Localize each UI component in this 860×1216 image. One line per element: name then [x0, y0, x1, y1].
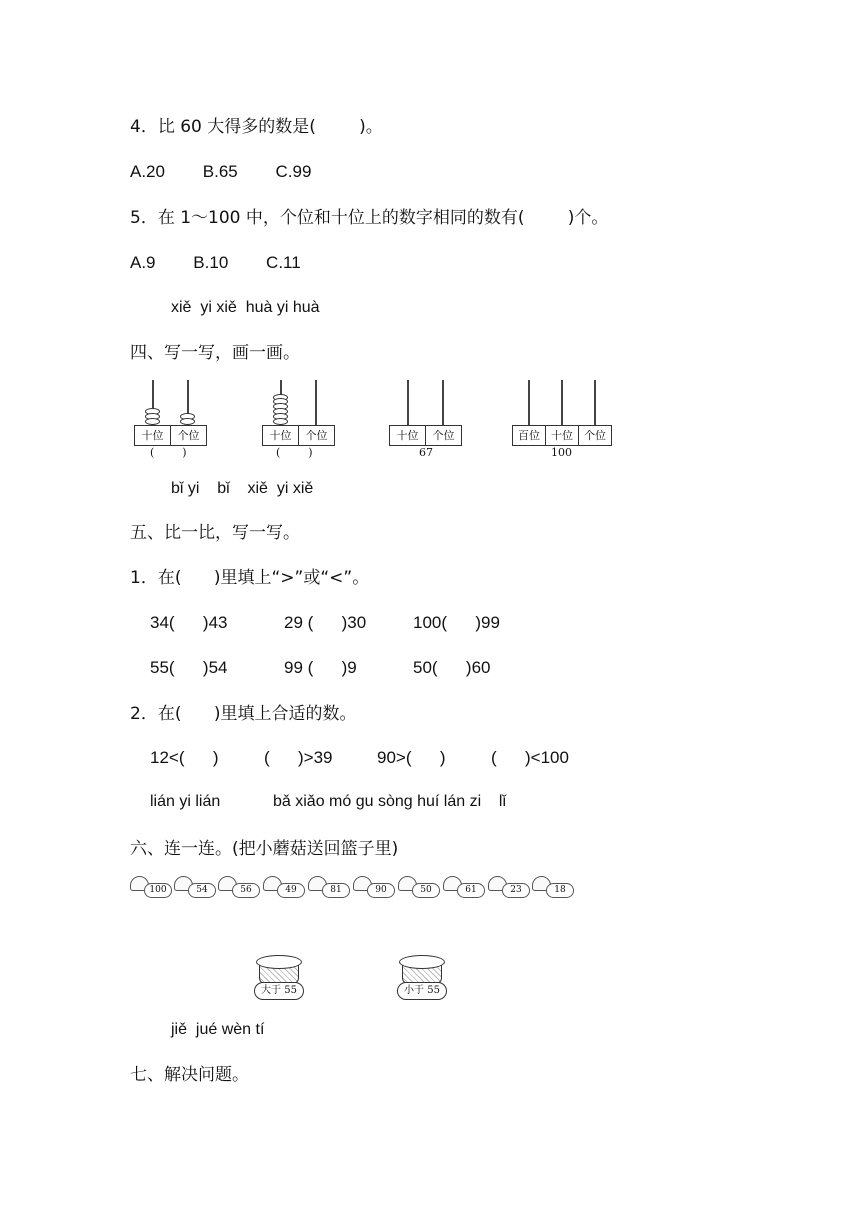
section-4-pinyin: xiě yi xiě huà yi huà [171, 299, 320, 316]
mushroom-number: 90 [367, 883, 395, 898]
question-4: 4．比 60 大得多的数是( )。 [130, 117, 383, 137]
abacus-4-ones-label: 个位 [584, 429, 606, 442]
fill-item: 90>( ) [377, 748, 446, 767]
question-5: 5．在 1～100 中，个位和十位上的数字相同的数有( )个。 [130, 208, 609, 228]
mushroom-number: 49 [277, 883, 305, 898]
section-7-title: 七、解决问题。 [130, 1065, 249, 1085]
mushroom-icon[interactable] [532, 875, 576, 897]
abacus-4-number: 100 [551, 446, 572, 459]
section-4-title: 四、写一写，画一画。 [130, 343, 300, 363]
mushroom-icon[interactable] [443, 875, 487, 897]
section-6-title: 六、连一连。(把小蘑菇送回篮子里) [130, 839, 399, 859]
mushroom-number: 56 [232, 883, 260, 898]
mushroom-icon[interactable] [130, 875, 174, 897]
mushroom-number: 50 [412, 883, 440, 898]
mushroom-icon[interactable] [174, 875, 218, 897]
abacus-4-hundreds-label: 百位 [513, 426, 546, 445]
mushroom-icon[interactable] [398, 875, 442, 897]
mushroom-icon[interactable] [218, 875, 262, 897]
mushroom-icon[interactable] [308, 875, 352, 897]
abacus-3-number: 67 [419, 446, 433, 459]
section-5-title: 五、比一比，写一写。 [130, 523, 300, 543]
compare-item: 99 ( )9 [284, 658, 357, 677]
basket-icon[interactable] [254, 955, 304, 1001]
compare-item: 55( )54 [150, 658, 228, 677]
fill-item: ( )<100 [491, 748, 569, 767]
compare-item: 29 ( )30 [284, 613, 367, 632]
basket-label: 小于 55 [397, 982, 447, 1000]
section-6-pinyin-2: bǎ xiǎo mó gu sòng huí lán zi lǐ [273, 793, 507, 810]
fill-item: ( )>39 [264, 748, 333, 767]
question-5-options: A.9 B.10 C.11 [130, 253, 301, 272]
section-6-pinyin-1: lián yi lián [150, 793, 221, 810]
abacus-2-ones-label: 个位 [305, 429, 328, 442]
mushroom-icon[interactable] [263, 875, 307, 897]
basket-icon[interactable] [397, 955, 447, 1001]
mushroom-number: 54 [188, 883, 216, 898]
mushroom-icon[interactable] [353, 875, 397, 897]
abacus-1-answer: ( ) [150, 446, 187, 459]
abacus-4-tens-label: 十位 [546, 426, 579, 445]
abacus-2-tens-label: 十位 [263, 426, 299, 445]
abacus-3-tens-label: 十位 [390, 426, 426, 445]
mushroom-number: 100 [144, 883, 172, 898]
mushroom-number: 61 [457, 883, 485, 898]
abacus-1-tens-label: 十位 [135, 426, 171, 445]
mushroom-number: 81 [322, 883, 350, 898]
abacus-2-answer: ( ) [276, 446, 313, 459]
compare-item: 100( )99 [413, 613, 500, 632]
basket-label: 大于 55 [254, 982, 304, 1000]
abacus-1-ones-label: 个位 [177, 429, 200, 442]
abacus-3-ones-label: 个位 [432, 429, 455, 442]
section-5-question-1: 1．在( )里填上“>”或“<”。 [130, 568, 370, 588]
compare-item: 34( )43 [150, 613, 228, 632]
section-7-pinyin: jiě jué wèn tí [171, 1021, 265, 1038]
section-5-pinyin: bǐ yi bǐ xiě yi xiě [171, 480, 314, 497]
section-5-question-2: 2．在( )里填上合适的数。 [130, 704, 357, 724]
compare-item: 50( )60 [413, 658, 491, 677]
mushroom-number: 23 [502, 883, 530, 898]
question-4-options: A.20 B.65 C.99 [130, 162, 312, 181]
fill-item: 12<( ) [150, 748, 219, 767]
mushroom-number: 18 [546, 883, 574, 898]
mushroom-icon[interactable] [488, 875, 532, 897]
